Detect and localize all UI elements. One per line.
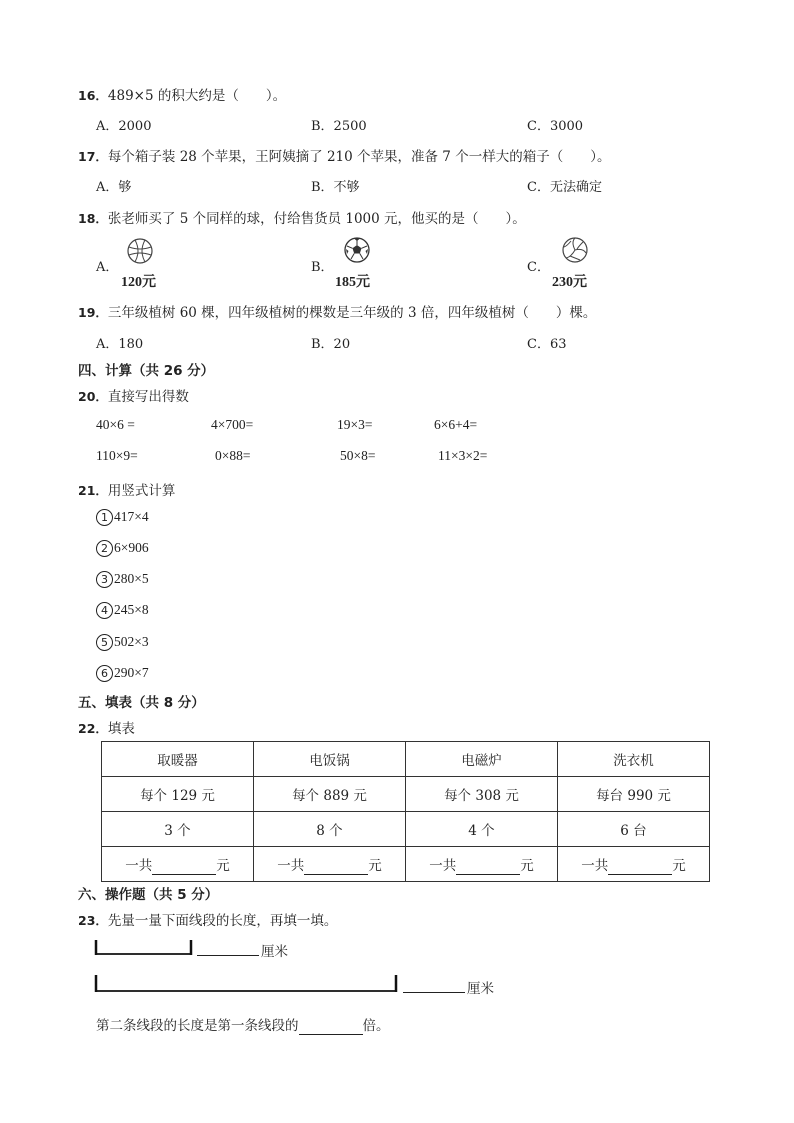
table-cell: 6 台 xyxy=(558,812,710,847)
oral-calc-item: 0×88= xyxy=(215,448,251,463)
question-18 xyxy=(78,207,526,227)
table-cell: 每个 889 元 xyxy=(254,777,406,812)
question-number: 18． xyxy=(78,211,108,226)
oral-calc-item: 110×9= xyxy=(96,448,138,463)
table-cell: 3 个 xyxy=(102,812,254,847)
vertical-calc-item: 1 417×4 xyxy=(96,509,149,526)
line-segment-1 xyxy=(94,938,194,958)
option-b[interactable]: B．2500 xyxy=(311,119,367,134)
vertical-calc-item: 3 280×5 xyxy=(96,571,149,588)
circled-number: 1 xyxy=(96,509,113,526)
question-number: 23． xyxy=(78,913,108,928)
unit-label: 厘米 xyxy=(467,981,494,997)
table-row xyxy=(102,742,710,777)
table-cell: 每台 990 元 xyxy=(558,777,710,812)
total-cell[interactable]: 一共 元 xyxy=(558,847,710,882)
question-number: 22． xyxy=(78,721,108,736)
question-number: 17． xyxy=(78,149,108,164)
table-cell: 4 个 xyxy=(406,812,558,847)
option-a[interactable]: A．2000 xyxy=(96,119,152,134)
price-table xyxy=(101,741,710,882)
circled-number: 2 xyxy=(96,540,113,557)
question-text: 三年级植树 60 棵，四年级植树的棵数是三年级的 3 倍，四年级植树（ ）棵。 xyxy=(107,305,597,321)
option-b[interactable]: B．不够 xyxy=(311,180,360,195)
table-cell: 电饭锅 xyxy=(254,742,406,777)
vertical-calc-item: 5 502×3 xyxy=(96,634,149,651)
answer-blank[interactable] xyxy=(403,977,465,993)
option-a[interactable]: A．180 xyxy=(96,337,144,352)
volleyball-icon xyxy=(561,236,589,264)
basketball-icon xyxy=(126,237,154,265)
section-heading-calculation: 四、计算（共 26 分） xyxy=(78,363,215,379)
oral-calc-item: 6×6+4= xyxy=(434,417,478,432)
question-20 xyxy=(78,385,189,405)
question-number: 19． xyxy=(78,305,108,320)
option-b-letter[interactable]: B． xyxy=(311,260,334,275)
circled-number: 3 xyxy=(96,571,113,588)
option-c[interactable]: C．无法确定 xyxy=(527,180,602,195)
option-a-price: 120元 xyxy=(121,275,156,290)
answer-blank[interactable] xyxy=(456,858,520,875)
question-number: 21． xyxy=(78,483,108,498)
vertical-calc-item: 2 6×906 xyxy=(96,540,149,557)
question-22 xyxy=(78,717,135,737)
question-text: 直接写出得数 xyxy=(107,389,189,405)
table-cell: 洗衣机 xyxy=(558,742,710,777)
option-b[interactable]: B．20 xyxy=(311,337,351,352)
option-c[interactable]: C．3000 xyxy=(527,119,584,134)
question-text: 张老师买了 5 个同样的球，付给售货员 1000 元，他买的是（ ）。 xyxy=(107,211,526,227)
question-17 xyxy=(78,145,610,165)
option-a[interactable]: A．够 xyxy=(96,180,132,195)
answer-blank[interactable] xyxy=(197,940,259,956)
oral-calc-item: 50×8= xyxy=(340,448,376,463)
oral-calc-item: 4×700= xyxy=(211,417,254,432)
total-cell[interactable]: 一共 元 xyxy=(254,847,406,882)
table-cell: 取暖器 xyxy=(102,742,254,777)
section-heading-fill-table: 五、填表（共 8 分） xyxy=(78,695,205,711)
circled-number: 6 xyxy=(96,665,113,682)
table-cell: 8 个 xyxy=(254,812,406,847)
question-text: 填表 xyxy=(107,721,135,737)
option-c-price: 230元 xyxy=(552,275,587,290)
total-cell[interactable]: 一共 元 xyxy=(406,847,558,882)
ratio-sentence: 第二条线段的长度是第一条线段的 倍。 xyxy=(96,1018,390,1034)
oral-calc-item: 11×3×2= xyxy=(438,448,488,463)
option-b-price: 185元 xyxy=(335,275,370,290)
table-row xyxy=(102,847,710,882)
total-cell[interactable]: 一共 元 xyxy=(102,847,254,882)
vertical-calc-item: 6 290×7 xyxy=(96,665,149,682)
question-19 xyxy=(78,301,596,321)
table-row xyxy=(102,812,710,847)
question-21 xyxy=(78,479,175,499)
question-number: 16． xyxy=(78,88,108,103)
question-text: 489×5 的积大约是（ ）。 xyxy=(107,88,287,104)
answer-blank[interactable] xyxy=(304,858,368,875)
option-c-letter[interactable]: C． xyxy=(527,260,550,275)
option-c[interactable]: C．63 xyxy=(527,337,567,352)
table-cell: 电磁炉 xyxy=(406,742,558,777)
oral-calc-item: 40×6 = xyxy=(96,417,135,432)
vertical-calc-item: 4 245×8 xyxy=(96,602,149,619)
line-segment-2 xyxy=(94,973,400,995)
answer-blank[interactable] xyxy=(299,1018,363,1035)
section-heading-operation: 六、操作题（共 5 分） xyxy=(78,887,219,903)
option-a-letter[interactable]: A． xyxy=(96,260,119,275)
circled-number: 4 xyxy=(96,602,113,619)
unit-label: 厘米 xyxy=(261,944,288,960)
question-number: 20． xyxy=(78,389,108,404)
table-row xyxy=(102,777,710,812)
answer-blank[interactable] xyxy=(152,858,216,875)
question-16 xyxy=(78,84,286,104)
table-cell: 每个 129 元 xyxy=(102,777,254,812)
soccer-ball-icon xyxy=(343,236,371,264)
table-cell: 每个 308 元 xyxy=(406,777,558,812)
question-text: 每个箱子装 28 个苹果，王阿姨摘了 210 个苹果，准备 7 个一样大的箱子（ ）。 xyxy=(107,149,611,165)
question-text: 用竖式计算 xyxy=(107,483,176,499)
answer-blank[interactable] xyxy=(608,858,672,875)
question-text: 先量一量下面线段的长度，再填一填。 xyxy=(107,913,338,929)
oral-calc-item: 19×3= xyxy=(337,417,373,432)
circled-number: 5 xyxy=(96,634,113,651)
question-23 xyxy=(78,909,337,929)
